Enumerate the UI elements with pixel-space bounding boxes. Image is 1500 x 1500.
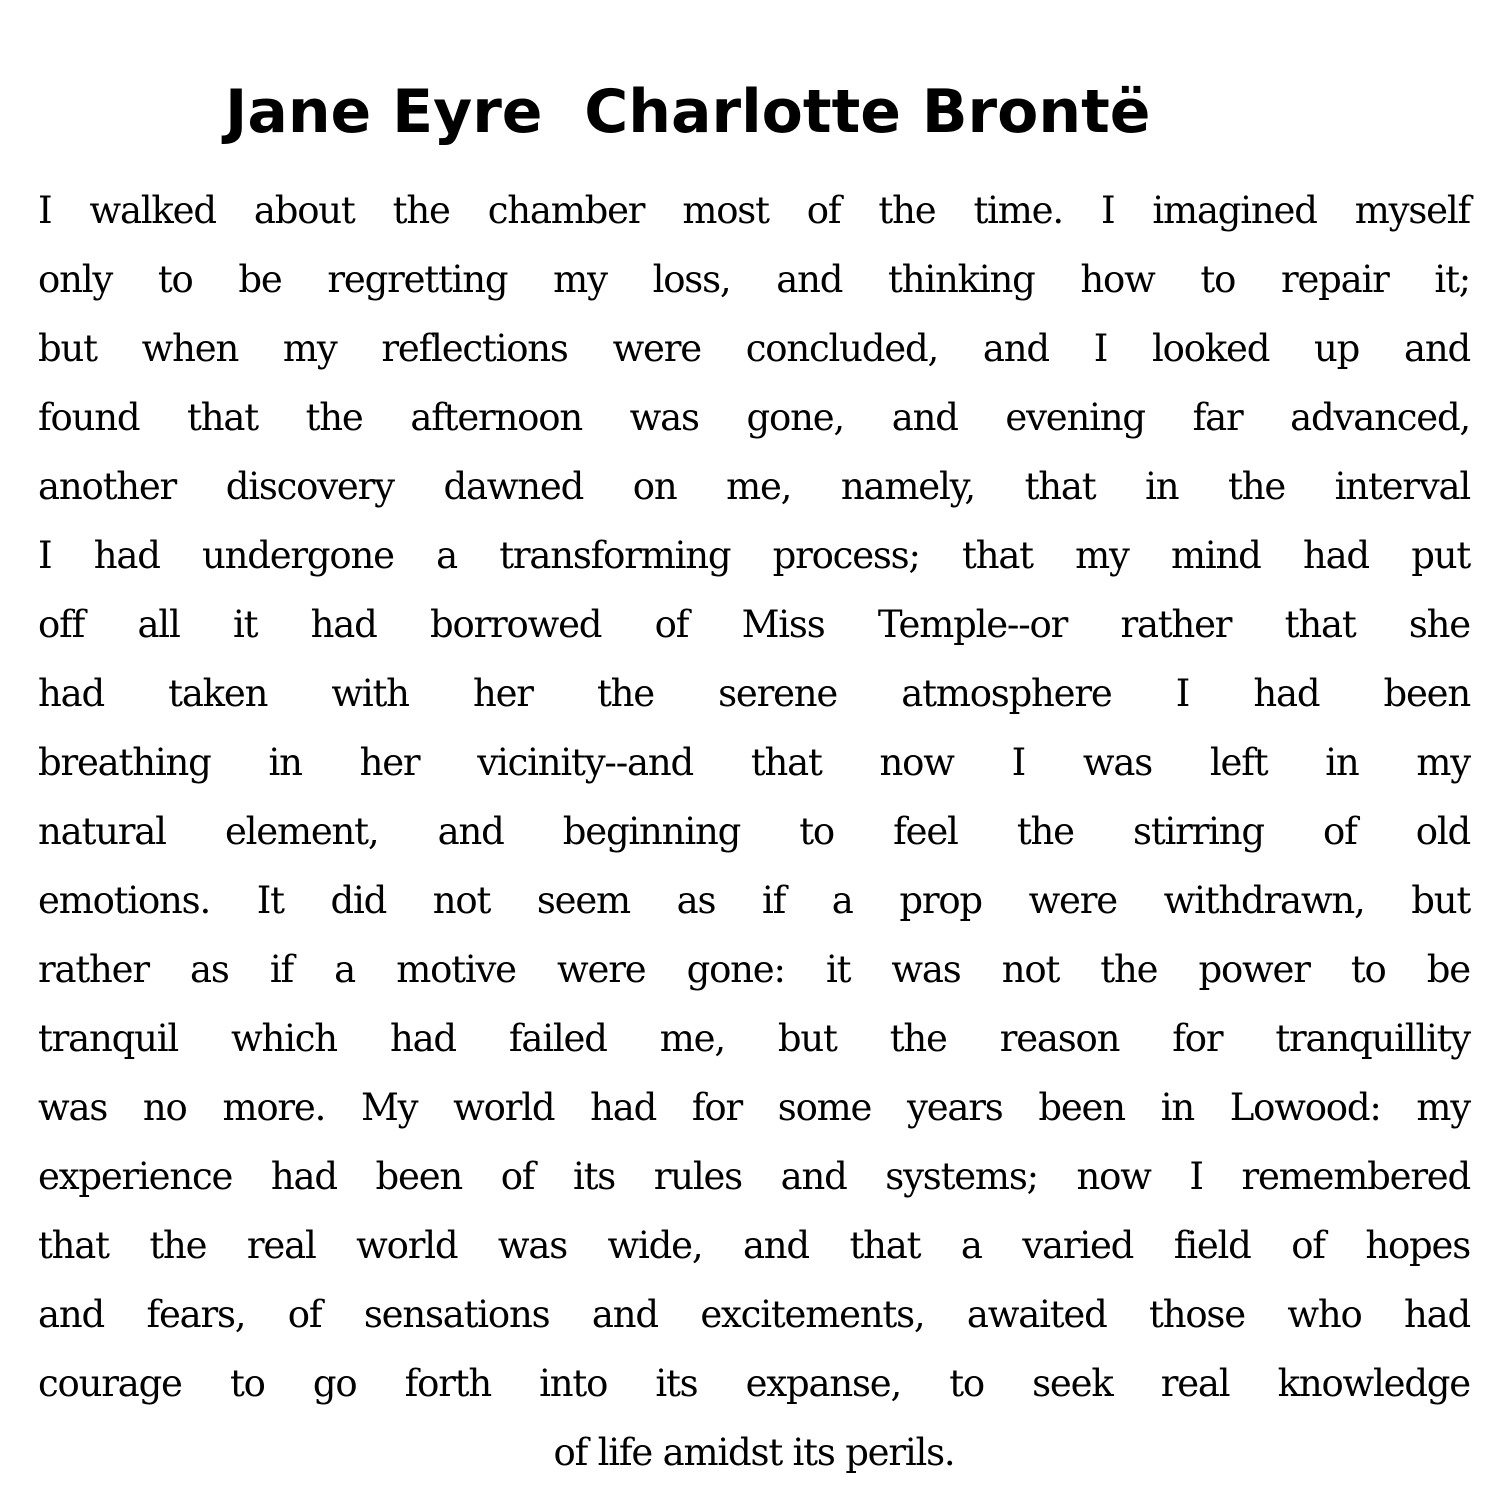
passage-text: [38, 176, 1470, 1487]
passage-line: natural element, and beginning to feel the stirring of old: [38, 810, 1470, 853]
passage-line: but when my reflections were concluded, and I looked up and: [38, 327, 1470, 370]
passage-line: I had undergone a transforming process; that my mind had put: [38, 534, 1470, 577]
page-title: Jane Eyre Charlotte Brontë: [225, 77, 1151, 147]
passage-line: only to be regretting my loss, and thinking how to repair it;: [38, 258, 1470, 301]
passage-line: rather as if a motive were gone: it was not the power to be: [38, 948, 1470, 991]
passage-line: emotions. It did not seem as if a prop were withdrawn, but: [38, 879, 1470, 922]
passage-line: breathing in her vicinity--and that now I was left in my: [38, 741, 1470, 784]
passage-line: I walked about the chamber most of the time. I imagined myself: [38, 189, 1470, 232]
passage-line: courage to go forth into its expanse, to seek real knowledge: [38, 1362, 1470, 1405]
passage-line-last: of life amidst its perils.: [553, 1431, 955, 1474]
passage-line: another discovery dawned on me, namely, that in the interval: [38, 465, 1470, 508]
passage-line: found that the afternoon was gone, and evening far advanced,: [38, 396, 1470, 439]
passage-line: and fears, of sensations and excitements, awaited those who had: [38, 1293, 1470, 1336]
passage-line: tranquil which had failed me, but the reason for tranquillity: [38, 1017, 1470, 1060]
passage-line: experience had been of its rules and systems; now I remembered: [38, 1155, 1470, 1198]
passage-line: had taken with her the serene atmosphere I had been: [38, 672, 1470, 715]
passage-line: off all it had borrowed of Miss Temple--or rather that she: [38, 603, 1470, 646]
passage-line: was no more. My world had for some years been in Lowood: my: [38, 1086, 1470, 1129]
passage-line: that the real world was wide, and that a varied field of hopes: [38, 1224, 1470, 1267]
